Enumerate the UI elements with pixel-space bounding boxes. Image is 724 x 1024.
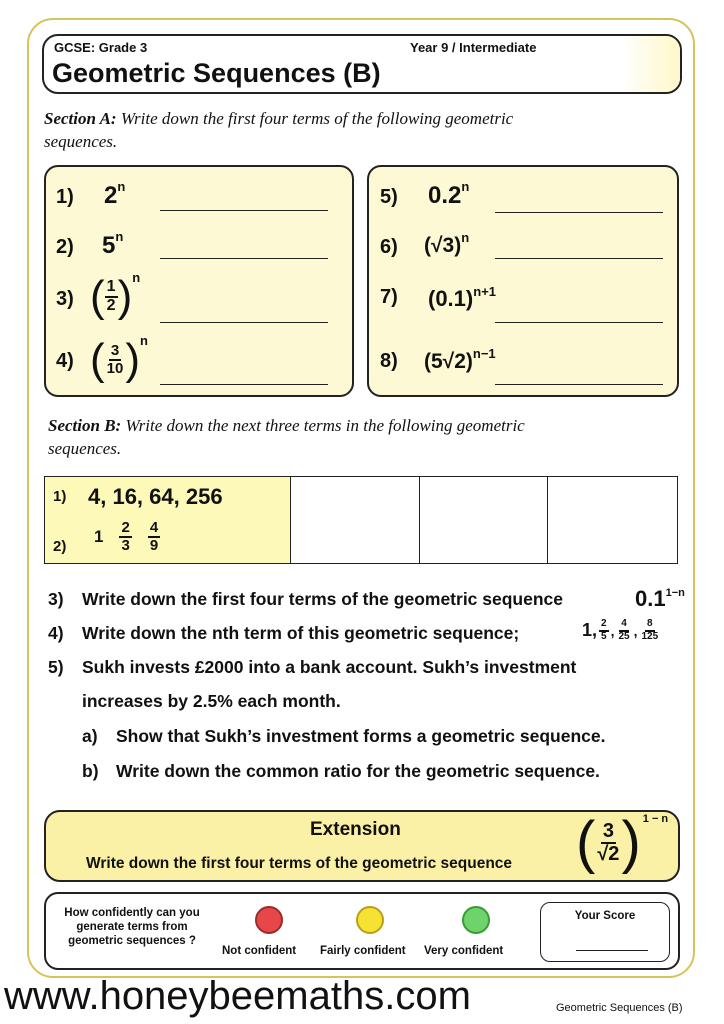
question-number: 4) [56,350,74,372]
question-number: 4) [48,623,64,643]
question-number: 3) [56,288,74,310]
answer-line[interactable] [495,322,663,323]
extension-text: Write down the first four terms of the geometric sequence [86,855,513,872]
question-expression: 0.2$^n$ [428,179,470,209]
answer-cell[interactable] [548,477,676,563]
section-b-instructions: Section B: Write down the next three terms in the following geometric sequences. [48,416,525,458]
section-a-label: Section A: [44,109,117,128]
not-confident-label: Not confident [222,945,297,957]
subquestion-label: b) [82,761,99,781]
score-label: Your Score [574,910,636,922]
question-number: 5) [48,657,64,677]
year-label: Year 9 / Intermediate [410,40,537,55]
question-text: Sukh invests £2000 into a bank account. Sukh’s investment [82,657,577,677]
question-number: 6) [380,236,398,258]
answer-line[interactable] [495,258,663,259]
answer-line[interactable] [160,322,328,323]
page-title: Geometric Sequences (B) [52,58,381,88]
score-line[interactable] [576,950,648,951]
question-number: 1) [56,186,74,208]
question-number: 3) [48,589,64,609]
section-b-label: Section B: [48,416,122,435]
fairly-confident-circle[interactable] [356,906,384,934]
question-number: 2) [56,236,74,258]
answer-line[interactable] [495,384,663,385]
answer-cell[interactable] [291,477,420,563]
sequence-terms: 1 $\frac{2}{3}$ $\frac{4}{9}$ [94,519,159,554]
answer-line[interactable] [160,210,328,211]
extension-title: Extension [310,819,401,840]
question-text: Write down the nth term of this geometric sequence; [82,623,520,643]
worksheet-header [42,34,682,94]
question-expression: 5$^n$ [102,229,124,259]
subquestion-text: Show that Sukh’s investment forms a geometric sequence. [116,726,606,746]
question-expression: 1, $\frac{2}{5}$ , $\frac{4}{25}$ , $\frac{8}{125}$ [582,618,659,642]
website-url: www.honeybeemaths.com [4,974,471,1018]
question-number: 5) [380,186,398,208]
sequence-terms: 4, 16, 64, 256 [88,484,223,509]
extension-expression: ( $\frac{3}{√2}$ ) 1 − n [576,810,669,875]
footer-label: Geometric Sequences (B) [556,1002,683,1014]
section-a-right-box [367,165,679,397]
question-text: increases by 2.5% each month. [82,691,341,711]
subquestion-label: a) [82,726,98,746]
answer-cell[interactable] [420,477,548,563]
subquestion-text: Write down the common ratio for the geometric sequence. [116,761,600,781]
confidence-question: How confidently can you generate terms from geometric sequences ? [64,907,200,947]
answer-line[interactable] [160,384,328,385]
question-number: 8) [380,350,398,372]
question-expression: $(0.1)^{n+1}$ [428,284,497,311]
question-number: 2) [53,538,67,555]
question-expression: $(√3)^n$ [424,230,470,257]
question-number: 7) [380,286,398,308]
question-text: Write down the first four terms of the geometric sequence [82,589,564,609]
not-confident-circle[interactable] [255,906,283,934]
question-number: 1) [53,488,67,505]
question-expression: ( $\frac{1}{2}$ ) n [90,269,141,321]
fairly-confident-label: Fairly confident [320,945,406,957]
grade-label: GCSE: Grade 3 [54,40,148,55]
question-expression: $0.1^{1-n}$ [635,586,685,611]
answer-line[interactable] [495,212,663,213]
answer-line[interactable] [160,258,328,259]
question-expression: ( $\frac{3}{10}$ ) n [90,332,148,384]
question-expression: 2$^n$ [104,179,126,209]
section-a-instructions: Section A: Write down the first four terms of the following geometric sequences. [44,109,514,151]
question-expression: $(5√2)^{n-1}$ [424,346,496,373]
very-confident-label: Very confident [424,945,504,957]
very-confident-circle[interactable] [462,906,490,934]
